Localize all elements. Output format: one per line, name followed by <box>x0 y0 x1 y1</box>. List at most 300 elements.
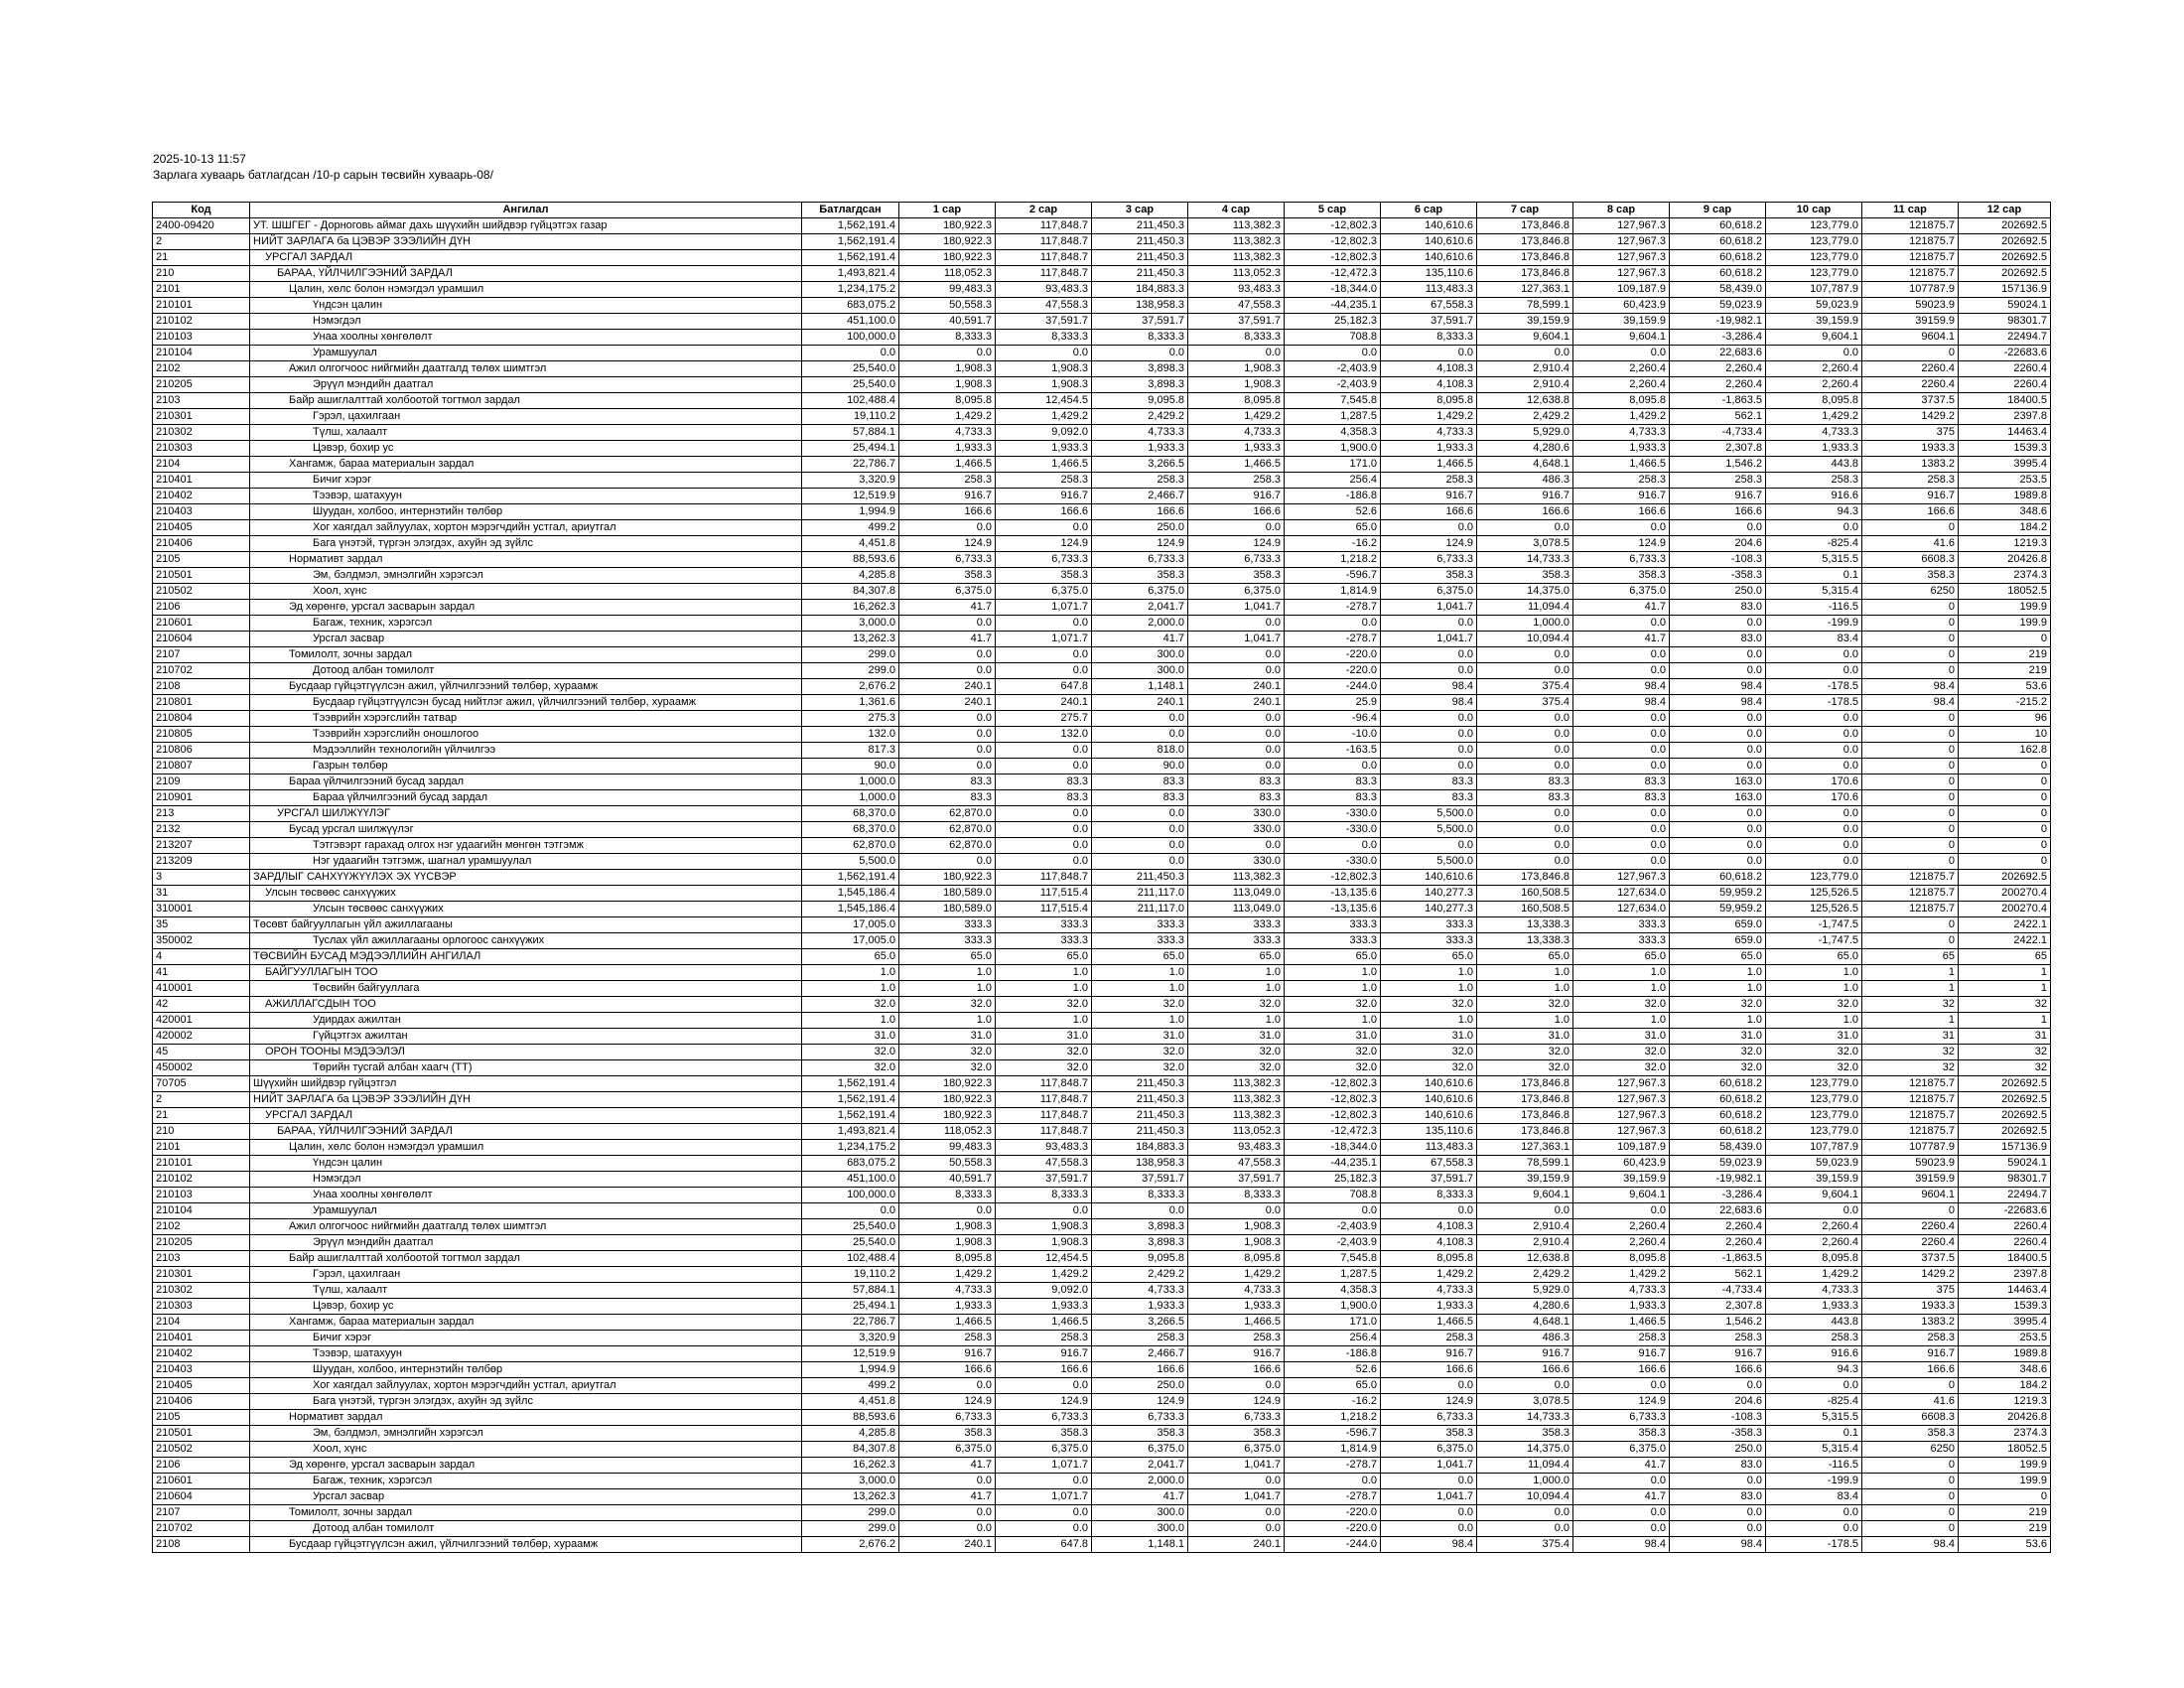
month-6-amount: 333.3 <box>1381 933 1477 949</box>
month-11-amount: 1 <box>1862 981 1959 997</box>
month-1-amount: 1,908.3 <box>899 377 996 393</box>
month-4-amount: 1,041.7 <box>1188 632 1285 647</box>
month-7-amount: 173,846.8 <box>1477 218 1573 234</box>
month-6-amount: 0.0 <box>1381 838 1477 854</box>
month-10-amount: 125,526.5 <box>1766 902 1862 917</box>
month-8-amount: 32.0 <box>1573 997 1670 1013</box>
table-row <box>153 346 2051 361</box>
month-6-amount: 32.0 <box>1381 997 1477 1013</box>
month-11-amount: 0 <box>1862 616 1959 632</box>
row-code: 210406 <box>153 536 250 552</box>
month-2-amount: 37,591.7 <box>996 314 1092 330</box>
month-3-amount: 6,375.0 <box>1092 584 1188 600</box>
column-header: 12 сар <box>1959 203 2051 218</box>
month-4-amount: 65.0 <box>1188 949 1285 965</box>
month-7-amount: 10,094.4 <box>1477 632 1573 647</box>
month-8-amount: 127,967.3 <box>1573 234 1670 250</box>
month-3-amount: 300.0 <box>1092 663 1188 679</box>
month-6-amount: 358.3 <box>1381 568 1477 584</box>
table-row <box>153 584 2051 600</box>
month-2-amount: 6,375.0 <box>996 1442 1092 1458</box>
month-1-amount: 50,558.3 <box>899 1156 996 1172</box>
approved-amount: 57,884.1 <box>802 1283 899 1299</box>
month-3-amount: 211,450.3 <box>1092 870 1188 886</box>
month-8-amount: 1,466.5 <box>1573 1315 1670 1331</box>
month-6-amount: 140,277.3 <box>1381 902 1477 917</box>
month-11-amount: 916.7 <box>1862 489 1959 504</box>
month-8-amount: 8,095.8 <box>1573 1251 1670 1267</box>
month-7-amount: 83.3 <box>1477 774 1573 790</box>
row-code: 21 <box>153 1108 250 1124</box>
month-1-amount: 32.0 <box>899 1045 996 1060</box>
month-6-amount: 1.0 <box>1381 981 1477 997</box>
approved-amount: 16,262.3 <box>802 600 899 616</box>
month-11-amount: 0 <box>1862 520 1959 536</box>
row-code: 210501 <box>153 568 250 584</box>
month-2-amount: 32.0 <box>996 997 1092 1013</box>
table-row <box>153 854 2051 870</box>
table-row <box>153 1140 2051 1156</box>
month-6-amount: 1,041.7 <box>1381 1489 1477 1505</box>
month-5-amount: -13,135.6 <box>1285 886 1381 902</box>
month-5-amount: -96.4 <box>1285 711 1381 727</box>
row-category: Тэтгэвэрт гарахад олгох нэг удаагийн мөнгөн тэтгэмж <box>250 838 802 854</box>
month-5-amount: 0.0 <box>1285 616 1381 632</box>
month-9-amount: -108.3 <box>1670 552 1766 568</box>
approved-amount: 32.0 <box>802 997 899 1013</box>
month-12-amount: 202692.5 <box>1959 1076 2051 1092</box>
month-7-amount: 3,078.5 <box>1477 536 1573 552</box>
month-2-amount: 117,848.7 <box>996 870 1092 886</box>
table-row <box>153 393 2051 409</box>
month-8-amount: 0.0 <box>1573 854 1670 870</box>
month-9-amount: 32.0 <box>1670 997 1766 1013</box>
approved-amount: 1.0 <box>802 1013 899 1029</box>
month-5-amount: -12,802.3 <box>1285 1108 1381 1124</box>
row-category: Урамшуулал <box>250 1203 802 1219</box>
column-header: 9 сар <box>1670 203 1766 218</box>
month-11-amount: 32 <box>1862 1045 1959 1060</box>
month-2-amount: 9,092.0 <box>996 425 1092 441</box>
month-9-amount: 1.0 <box>1670 1013 1766 1029</box>
month-3-amount: 3,898.3 <box>1092 1235 1188 1251</box>
month-12-amount: 0 <box>1959 774 2051 790</box>
month-10-amount: 0.0 <box>1766 663 1862 679</box>
approved-amount: 65.0 <box>802 949 899 965</box>
month-5-amount: 65.0 <box>1285 1378 1381 1394</box>
approved-amount: 1,562,191.4 <box>802 1076 899 1092</box>
table-row <box>153 1489 2051 1505</box>
month-2-amount: 32.0 <box>996 1060 1092 1076</box>
table-row <box>153 1458 2051 1474</box>
month-11-amount: 1 <box>1862 965 1959 981</box>
month-8-amount: 98.4 <box>1573 695 1670 711</box>
month-9-amount: 0.0 <box>1670 1521 1766 1537</box>
table-row <box>153 298 2051 314</box>
month-9-amount: 83.0 <box>1670 1458 1766 1474</box>
month-10-amount: 0.0 <box>1766 822 1862 838</box>
month-4-amount: 8,095.8 <box>1188 1251 1285 1267</box>
month-12-amount: 3995.4 <box>1959 1315 2051 1331</box>
month-9-amount: 60,618.2 <box>1670 1124 1766 1140</box>
month-8-amount: 0.0 <box>1573 743 1670 759</box>
table-header <box>153 203 2051 218</box>
month-7-amount: 14,375.0 <box>1477 1442 1573 1458</box>
row-code: 210804 <box>153 711 250 727</box>
month-2-amount: 9,092.0 <box>996 1283 1092 1299</box>
month-7-amount: 0.0 <box>1477 520 1573 536</box>
month-6-amount: 37,591.7 <box>1381 314 1477 330</box>
month-12-amount: 202692.5 <box>1959 1092 2051 1108</box>
month-4-amount: 0.0 <box>1188 1203 1285 1219</box>
month-11-amount: 6250 <box>1862 584 1959 600</box>
month-4-amount: 32.0 <box>1188 997 1285 1013</box>
table-row <box>153 1346 2051 1362</box>
row-category: ОРОН ТООНЫ МЭДЭЭЛЭЛ <box>250 1045 802 1060</box>
month-6-amount: 8,095.8 <box>1381 1251 1477 1267</box>
month-11-amount: 0 <box>1862 822 1959 838</box>
month-10-amount: -178.5 <box>1766 695 1862 711</box>
month-12-amount: 2260.4 <box>1959 377 2051 393</box>
table-row <box>153 504 2051 520</box>
month-1-amount: 0.0 <box>899 1521 996 1537</box>
month-10-amount: 258.3 <box>1766 1331 1862 1346</box>
month-2-amount: 83.3 <box>996 774 1092 790</box>
month-6-amount: 67,558.3 <box>1381 298 1477 314</box>
month-3-amount: 211,117.0 <box>1092 886 1188 902</box>
approved-amount: 1,493,821.4 <box>802 266 899 282</box>
approved-amount: 299.0 <box>802 647 899 663</box>
row-code: 410001 <box>153 981 250 997</box>
month-1-amount: 358.3 <box>899 568 996 584</box>
month-8-amount: 2,260.4 <box>1573 361 1670 377</box>
column-header: 6 сар <box>1381 203 1477 218</box>
month-3-amount: 32.0 <box>1092 997 1188 1013</box>
month-1-amount: 4,733.3 <box>899 1283 996 1299</box>
column-header: 8 сар <box>1573 203 1670 218</box>
row-code: 2108 <box>153 679 250 695</box>
table-row <box>153 759 2051 774</box>
month-8-amount: 1.0 <box>1573 965 1670 981</box>
month-9-amount: -4,733.4 <box>1670 425 1766 441</box>
month-12-amount: 3995.4 <box>1959 457 2051 473</box>
month-2-amount: 1.0 <box>996 1013 1092 1029</box>
month-2-amount: 93,483.3 <box>996 1140 1092 1156</box>
table-row <box>153 314 2051 330</box>
month-10-amount: 5,315.4 <box>1766 584 1862 600</box>
month-6-amount: 0.0 <box>1381 520 1477 536</box>
column-header: 3 сар <box>1092 203 1188 218</box>
month-6-amount: 0.0 <box>1381 1474 1477 1489</box>
month-10-amount: 916.6 <box>1766 489 1862 504</box>
table-row <box>153 568 2051 584</box>
month-3-amount: 300.0 <box>1092 647 1188 663</box>
approved-amount: 1,234,175.2 <box>802 1140 899 1156</box>
month-4-amount: 1.0 <box>1188 1013 1285 1029</box>
month-7-amount: 173,846.8 <box>1477 1076 1573 1092</box>
month-1-amount: 0.0 <box>899 1505 996 1521</box>
approved-amount: 1,545,186.4 <box>802 902 899 917</box>
month-11-amount: 0 <box>1862 790 1959 806</box>
month-5-amount: 65.0 <box>1285 949 1381 965</box>
month-12-amount: 2397.8 <box>1959 409 2051 425</box>
month-2-amount: 1,933.3 <box>996 1299 1092 1315</box>
month-12-amount: 202692.5 <box>1959 870 2051 886</box>
month-9-amount: -3,286.4 <box>1670 330 1766 346</box>
month-9-amount: 166.6 <box>1670 504 1766 520</box>
month-4-amount: 0.0 <box>1188 647 1285 663</box>
month-11-amount: 6608.3 <box>1862 552 1959 568</box>
month-4-amount: 37,591.7 <box>1188 314 1285 330</box>
month-9-amount: 98.4 <box>1670 695 1766 711</box>
row-category: Газрын төлбөр <box>250 759 802 774</box>
month-8-amount: 39,159.9 <box>1573 1172 1670 1188</box>
month-2-amount: 166.6 <box>996 504 1092 520</box>
month-9-amount: 258.3 <box>1670 1331 1766 1346</box>
month-5-amount: -18,344.0 <box>1285 1140 1381 1156</box>
month-6-amount: 8,333.3 <box>1381 330 1477 346</box>
row-code: 213209 <box>153 854 250 870</box>
row-category: БАРАА, ҮЙЛЧИЛГЭЭНИЙ ЗАРДАЛ <box>250 1124 802 1140</box>
approved-amount: 1,545,186.4 <box>802 886 899 902</box>
month-9-amount: -358.3 <box>1670 568 1766 584</box>
month-6-amount: 4,733.3 <box>1381 1283 1477 1299</box>
month-8-amount: 98.4 <box>1573 679 1670 695</box>
table-row <box>153 902 2051 917</box>
row-category: Тээврийн хэрэгслийн оношлогоо <box>250 727 802 743</box>
approved-amount: 1,994.9 <box>802 1362 899 1378</box>
month-3-amount: 90.0 <box>1092 759 1188 774</box>
month-4-amount: 330.0 <box>1188 806 1285 822</box>
table-row <box>153 1299 2051 1315</box>
row-category: Бага үнэтэй, түргэн элэгдэх, ахуйн эд зүйлс <box>250 536 802 552</box>
row-category: Нэмэгдэл <box>250 314 802 330</box>
month-7-amount: 2,429.2 <box>1477 1267 1573 1283</box>
table-row <box>153 695 2051 711</box>
month-11-amount: 1 <box>1862 1013 1959 1029</box>
month-11-amount: 107787.9 <box>1862 1140 1959 1156</box>
month-10-amount: 0.0 <box>1766 1521 1862 1537</box>
month-3-amount: 258.3 <box>1092 473 1188 489</box>
table-row <box>153 806 2051 822</box>
row-code: 2101 <box>153 1140 250 1156</box>
month-5-amount: 7,545.8 <box>1285 1251 1381 1267</box>
month-11-amount: 375 <box>1862 425 1959 441</box>
month-1-amount: 1,908.3 <box>899 361 996 377</box>
month-7-amount: 4,648.1 <box>1477 457 1573 473</box>
approved-amount: 451,100.0 <box>802 1172 899 1188</box>
month-5-amount: 7,545.8 <box>1285 393 1381 409</box>
month-2-amount: 1,071.7 <box>996 1489 1092 1505</box>
row-code: 210901 <box>153 790 250 806</box>
month-10-amount: 0.1 <box>1766 568 1862 584</box>
row-code: 210103 <box>153 1188 250 1203</box>
month-8-amount: 166.6 <box>1573 1362 1670 1378</box>
month-3-amount: 0.0 <box>1092 711 1188 727</box>
table-row <box>153 616 2051 632</box>
approved-amount: 25,494.1 <box>802 1299 899 1315</box>
month-2-amount: 1,908.3 <box>996 377 1092 393</box>
approved-amount: 88,593.6 <box>802 552 899 568</box>
month-1-amount: 32.0 <box>899 997 996 1013</box>
approved-amount: 683,075.2 <box>802 298 899 314</box>
month-1-amount: 8,333.3 <box>899 330 996 346</box>
month-6-amount: 258.3 <box>1381 1331 1477 1346</box>
month-10-amount: 0.0 <box>1766 854 1862 870</box>
approved-amount: 13,262.3 <box>802 1489 899 1505</box>
approved-amount: 3,320.9 <box>802 1331 899 1346</box>
month-8-amount: 39,159.9 <box>1573 314 1670 330</box>
row-code: 2102 <box>153 1219 250 1235</box>
month-3-amount: 65.0 <box>1092 949 1188 965</box>
table-row <box>153 1203 2051 1219</box>
month-1-amount: 240.1 <box>899 679 996 695</box>
month-2-amount: 93,483.3 <box>996 282 1092 298</box>
month-5-amount: -596.7 <box>1285 1426 1381 1442</box>
month-6-amount: 37,591.7 <box>1381 1172 1477 1188</box>
row-code: 420002 <box>153 1029 250 1045</box>
approved-amount: 102,488.4 <box>802 1251 899 1267</box>
month-12-amount: 162.8 <box>1959 743 2051 759</box>
month-2-amount: 132.0 <box>996 727 1092 743</box>
month-7-amount: 1,000.0 <box>1477 1474 1573 1489</box>
month-11-amount: 2260.4 <box>1862 1219 1959 1235</box>
month-2-amount: 166.6 <box>996 1362 1092 1378</box>
month-4-amount: 113,052.3 <box>1188 266 1285 282</box>
month-11-amount: 0 <box>1862 1521 1959 1537</box>
month-9-amount: 31.0 <box>1670 1029 1766 1045</box>
row-category: УРСГАЛ ЗАРДАЛ <box>250 1108 802 1124</box>
month-5-amount: 1,814.9 <box>1285 584 1381 600</box>
month-5-amount: 1,218.2 <box>1285 1410 1381 1426</box>
month-8-amount: 41.7 <box>1573 1489 1670 1505</box>
month-3-amount: 211,450.3 <box>1092 1124 1188 1140</box>
month-1-amount: 166.6 <box>899 504 996 520</box>
row-code: 420001 <box>153 1013 250 1029</box>
month-8-amount: 1,933.3 <box>1573 441 1670 457</box>
table-row <box>153 1013 2051 1029</box>
month-1-amount: 166.6 <box>899 1362 996 1378</box>
column-header: Батлагдсан <box>802 203 899 218</box>
month-2-amount: 0.0 <box>996 663 1092 679</box>
month-2-amount: 117,515.4 <box>996 902 1092 917</box>
approved-amount: 499.2 <box>802 1378 899 1394</box>
table-row <box>153 218 2051 234</box>
month-8-amount: 2,260.4 <box>1573 1219 1670 1235</box>
month-9-amount: 2,307.8 <box>1670 441 1766 457</box>
month-11-amount: 6608.3 <box>1862 1410 1959 1426</box>
month-1-amount: 65.0 <box>899 949 996 965</box>
row-code: 350002 <box>153 933 250 949</box>
month-11-amount: 121875.7 <box>1862 1124 1959 1140</box>
approved-amount: 1,493,821.4 <box>802 1124 899 1140</box>
month-7-amount: 78,599.1 <box>1477 1156 1573 1172</box>
row-category: Бусдаар гүйцэтгүүлсэн бусад нийтлэг ажил, үйлчилгээний төлбөр, хураамж <box>250 695 802 711</box>
month-4-amount: 333.3 <box>1188 917 1285 933</box>
month-12-amount: 18400.5 <box>1959 1251 2051 1267</box>
table-row <box>153 774 2051 790</box>
month-7-amount: 375.4 <box>1477 1537 1573 1553</box>
month-1-amount: 240.1 <box>899 695 996 711</box>
month-1-amount: 62,870.0 <box>899 822 996 838</box>
month-6-amount: 0.0 <box>1381 1521 1477 1537</box>
month-8-amount: 2,260.4 <box>1573 377 1670 393</box>
month-11-amount: 121875.7 <box>1862 234 1959 250</box>
month-6-amount: 4,733.3 <box>1381 425 1477 441</box>
month-3-amount: 2,041.7 <box>1092 1458 1188 1474</box>
month-6-amount: 6,733.3 <box>1381 1410 1477 1426</box>
approved-amount: 299.0 <box>802 1505 899 1521</box>
month-2-amount: 1,071.7 <box>996 632 1092 647</box>
month-10-amount: 123,779.0 <box>1766 1076 1862 1092</box>
month-6-amount: 140,610.6 <box>1381 1092 1477 1108</box>
approved-amount: 5,500.0 <box>802 854 899 870</box>
month-9-amount: 60,618.2 <box>1670 1076 1766 1092</box>
month-8-amount: 0.0 <box>1573 346 1670 361</box>
month-9-amount: 32.0 <box>1670 1045 1766 1060</box>
month-12-amount: 1 <box>1959 981 2051 997</box>
month-1-amount: 0.0 <box>899 647 996 663</box>
month-6-amount: 135,110.6 <box>1381 266 1477 282</box>
approved-amount: 1.0 <box>802 981 899 997</box>
month-10-amount: 1.0 <box>1766 1013 1862 1029</box>
approved-amount: 17,005.0 <box>802 933 899 949</box>
row-category: Томилолт, зочны зардал <box>250 1505 802 1521</box>
month-12-amount: 53.6 <box>1959 679 2051 695</box>
month-7-amount: 65.0 <box>1477 949 1573 965</box>
row-category: Эрүүл мэндийн даатгал <box>250 1235 802 1251</box>
month-12-amount: 0 <box>1959 806 2051 822</box>
column-header: 10 сар <box>1766 203 1862 218</box>
row-code: 35 <box>153 917 250 933</box>
month-11-amount: 0 <box>1862 759 1959 774</box>
month-2-amount: 1,466.5 <box>996 1315 1092 1331</box>
month-4-amount: 916.7 <box>1188 489 1285 504</box>
month-7-amount: 14,733.3 <box>1477 552 1573 568</box>
row-category: Хоол, хүнс <box>250 584 802 600</box>
month-12-amount: 10 <box>1959 727 2051 743</box>
month-6-amount: 0.0 <box>1381 346 1477 361</box>
row-category: Шуудан, холбоо, интернэтийн төлбөр <box>250 504 802 520</box>
month-4-amount: 6,375.0 <box>1188 1442 1285 1458</box>
month-3-amount: 0.0 <box>1092 806 1188 822</box>
month-5-amount: -278.7 <box>1285 600 1381 616</box>
month-9-amount: 250.0 <box>1670 584 1766 600</box>
month-3-amount: 124.9 <box>1092 536 1188 552</box>
row-category: Цэвэр, бохир ус <box>250 441 802 457</box>
month-11-amount: 1383.2 <box>1862 457 1959 473</box>
month-1-amount: 118,052.3 <box>899 1124 996 1140</box>
month-5-amount: -12,802.3 <box>1285 234 1381 250</box>
month-6-amount: 32.0 <box>1381 1045 1477 1060</box>
approved-amount: 88,593.6 <box>802 1410 899 1426</box>
month-6-amount: 140,277.3 <box>1381 886 1477 902</box>
month-8-amount: 83.3 <box>1573 774 1670 790</box>
month-7-amount: 375.4 <box>1477 695 1573 711</box>
month-8-amount: 0.0 <box>1573 520 1670 536</box>
row-category: Цэвэр, бохир ус <box>250 1299 802 1315</box>
row-category: Хог хаягдал зайлуулах, хортон мэрэгчдийн устгал, ариутгал <box>250 520 802 536</box>
month-11-amount: 2260.4 <box>1862 361 1959 377</box>
month-2-amount: 0.0 <box>996 822 1092 838</box>
table-row <box>153 647 2051 663</box>
month-2-amount: 1,908.3 <box>996 1235 1092 1251</box>
row-category: АЖИЛЛАГСДЫН ТОО <box>250 997 802 1013</box>
table-row <box>153 489 2051 504</box>
month-2-amount: 117,848.7 <box>996 218 1092 234</box>
month-12-amount: 0 <box>1959 822 2051 838</box>
month-6-amount: 32.0 <box>1381 1060 1477 1076</box>
